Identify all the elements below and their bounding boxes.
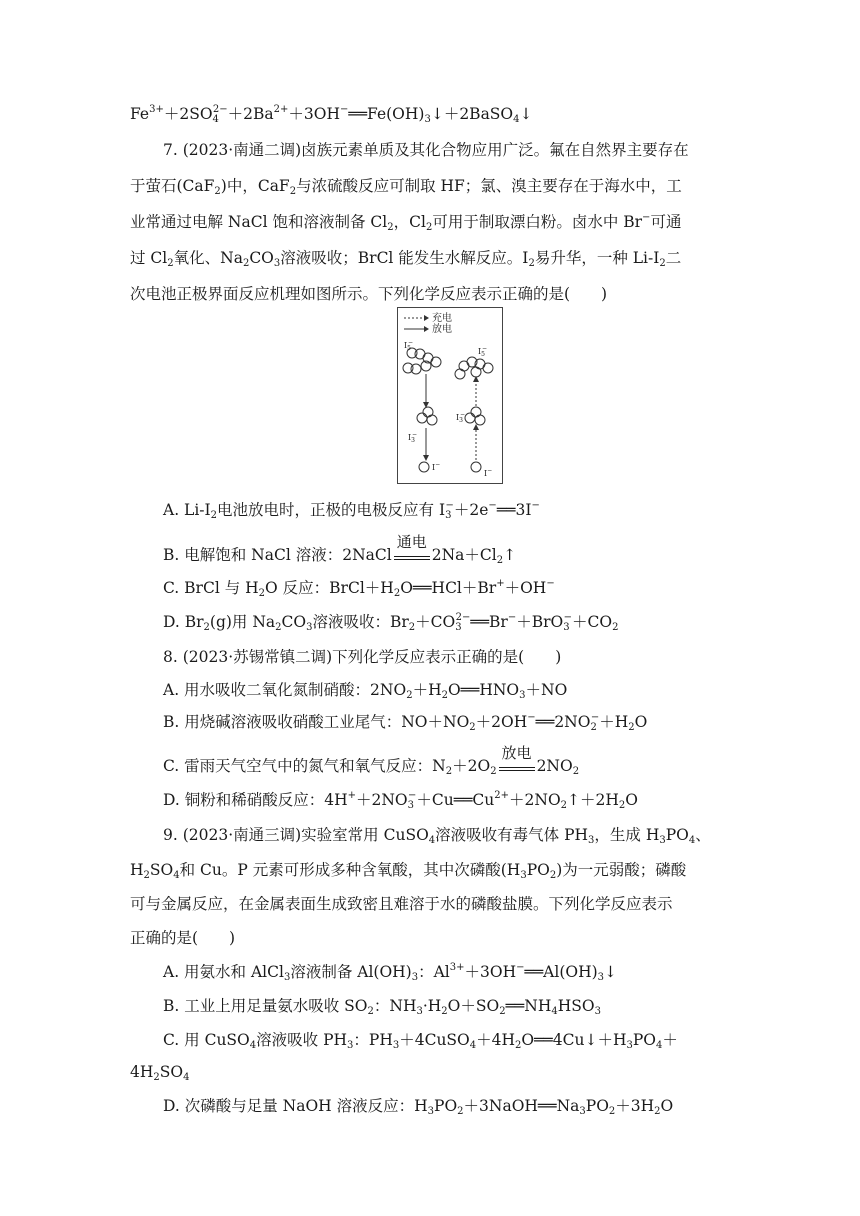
q8-option-b: B. 用烧碱溶液吸收硝酸工业尾气：$NO+NO_2+2OH^-══2NO_2^-+H_2O$ (163, 712, 648, 733)
discharge-condition: 放电 (499, 757, 535, 771)
mechanism-diagram (398, 308, 502, 483)
q8-option-c: C. 雷雨天气空气中的氮气和氧气反应：$N_2+2O_2$ 放电 $2NO_2$ (163, 744, 580, 777)
label-i-right: I− (484, 467, 493, 478)
q9-option-d: D. 次磷酸与足量 NaOH 溶液反应：$H_3PO_2+3NaOH══Na_3PO_2+3H_2O$ (163, 1097, 674, 1117)
q9-stem-line3: 可与金属反应，在金属表面生成致密且难溶于水的磷酸盐膜。下列化学反应表示 (130, 895, 673, 913)
label-i3-left: $I_3-$ (408, 431, 418, 444)
q8-stem: 8. (2023·苏锡常镇二调)下列化学反应表示正确的是( ) (163, 648, 562, 666)
label-i5-right: $I_5-$ (478, 345, 488, 358)
legend-charge-label: 充电 (432, 313, 452, 324)
equation-line-top: $Fe^{3+}+2SO_4^{2-}+2Ba^{2+}+3OH^-══Fe(OH)_3↓+2BaSO_4↓$ (130, 104, 533, 125)
q9-stem-line2: $H_2SO_4$和 Cu。P 元素可形成多种含氧酸，其中次磷酸$(H_3PO_2)$为一元弱酸；磷酸 (130, 861, 687, 881)
q8-option-d: D. 铜粉和稀硝酸反应：$4H^++2NO_3^-+Cu══Cu^{2+}+2NO_2↑+2H_2O$ (163, 790, 638, 811)
q7-option-c: C. BrCl 与 $H_2O$ 反应：$BrCl+H_2O══HCl+Br^++OH^-$ (163, 578, 555, 599)
q9-stem-line1: 9. (2023·南通三调)实验室常用 CuSO$_4$溶液吸收有毒气体 $PH_3$，生成 $H_3PO_4$、 (163, 826, 711, 846)
q7-stem-line5: 次电池正极界面反应机理如图所示。下列化学反应表示正确的是( ) (130, 285, 608, 303)
q7-option-b: B. 电解饱和 NaCl 溶液：2NaCl 通电 $2Na+Cl_2↑$ (163, 533, 517, 566)
label-i-left: I− (432, 461, 441, 472)
q9-option-a: A. 用氨水和 AlCl$_3$溶液制备 $Al(OH)_3$：$Al^{3+}+3OH^-══Al(OH)_3↓$ (163, 962, 618, 983)
q9-stem-line4: 正确的是( ) (130, 929, 236, 947)
q7-stem-line2: 于萤石(CaF$_2$)中，CaF$_2$与浓硫酸反应可制取 HF；氯、溴主要存在于海水中，工 (130, 177, 682, 197)
mechanism-figure (397, 307, 503, 484)
q9-option-c-line2: $4H_2SO_4$ (130, 1063, 190, 1083)
q9-option-b: B. 工业上用足量氨水吸收 $SO_2$：$NH_3\cdot H_2O+SO_2══NH_4HSO_3$ (163, 997, 601, 1017)
label-i3-right: $I_3-$ (456, 411, 466, 424)
q7-stem-line3: 业常通过电解 NaCl 饱和溶液制备 $Cl_2$，$Cl_2$可用于制取漂白粉。卤水中 Br−可通 (130, 212, 682, 233)
q7-stem-line1: 7. (2023·南通二调)卤族元素单质及其化合物应用广泛。氟在自然界主要存在 (163, 141, 689, 159)
q7-option-a: A. $Li-I_2$电池放电时，正极的电极反应有 $I_3^-+2e^-══3I^-$ (163, 500, 540, 521)
electrolysis-condition: 通电 (394, 546, 430, 560)
q8-option-a: A. 用水吸收二氧化氮制硝酸：$2NO_2+H_2O══HNO_3+NO$ (163, 681, 568, 701)
label-i5-left: $I_5-$ (404, 339, 414, 352)
q7-option-d: D. $Br_2(g)$用 $Na_2CO_3$溶液吸收：$Br_2+CO_3^{2-}══Br^-+BrO_3^-+CO_2$ (163, 612, 619, 633)
q9-option-c-line1: C. 用 CuSO$_4$溶液吸收 $PH_3$：$PH_3+4CuSO_4+4H_2O══4Cu↓+H_3PO_4+$ (163, 1031, 678, 1051)
legend-discharge-label: 放电 (432, 324, 452, 335)
q7-stem-line4: 过 $Cl_2$氧化、$Na_2CO_3$溶液吸收；BrCl 能发生水解反应。$I_2$易升华，一种 $Li-I_2$二 (130, 249, 682, 269)
